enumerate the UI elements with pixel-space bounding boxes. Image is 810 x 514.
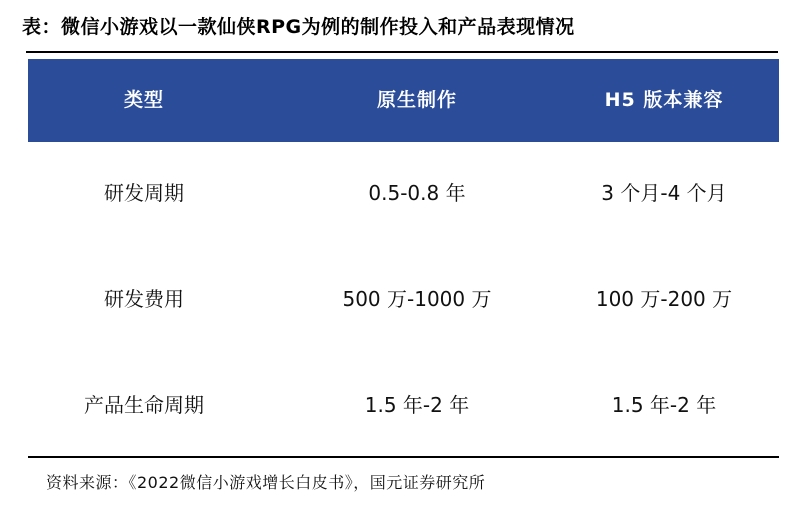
h5-value: 1.5 年-2 年 [611, 393, 717, 417]
h5-value: 100 万-200 万 [595, 287, 733, 311]
table-row-lifecycle [28, 375, 779, 435]
top-rule [26, 51, 778, 53]
native-value: 1.5 年-2 年 [364, 393, 470, 417]
header-type: 类型 [123, 89, 164, 111]
table-header-row [28, 59, 779, 142]
row-label: 研发费用 [104, 287, 184, 311]
row-label: 研发周期 [104, 181, 184, 205]
row-label: 产品生命周期 [84, 393, 204, 417]
h5-value: 3 个月-4 个月 [601, 181, 727, 205]
native-value: 500 万-1000 万 [342, 287, 492, 311]
table-title: 表：微信小游戏以一款仙侠RPG为例的制作投入和产品表现情况 [22, 16, 575, 38]
table-row-dev-cycle [28, 163, 779, 223]
native-value: 0.5-0.8 年 [368, 181, 466, 205]
table-row-dev-cost [28, 269, 779, 329]
source-note: 资料来源：《2022微信小游戏增长白皮书》，国元证券研究所 [46, 473, 486, 492]
bottom-rule [28, 456, 779, 458]
header-native: 原生制作 [376, 89, 457, 111]
header-h5: H5 版本兼容 [604, 89, 724, 111]
